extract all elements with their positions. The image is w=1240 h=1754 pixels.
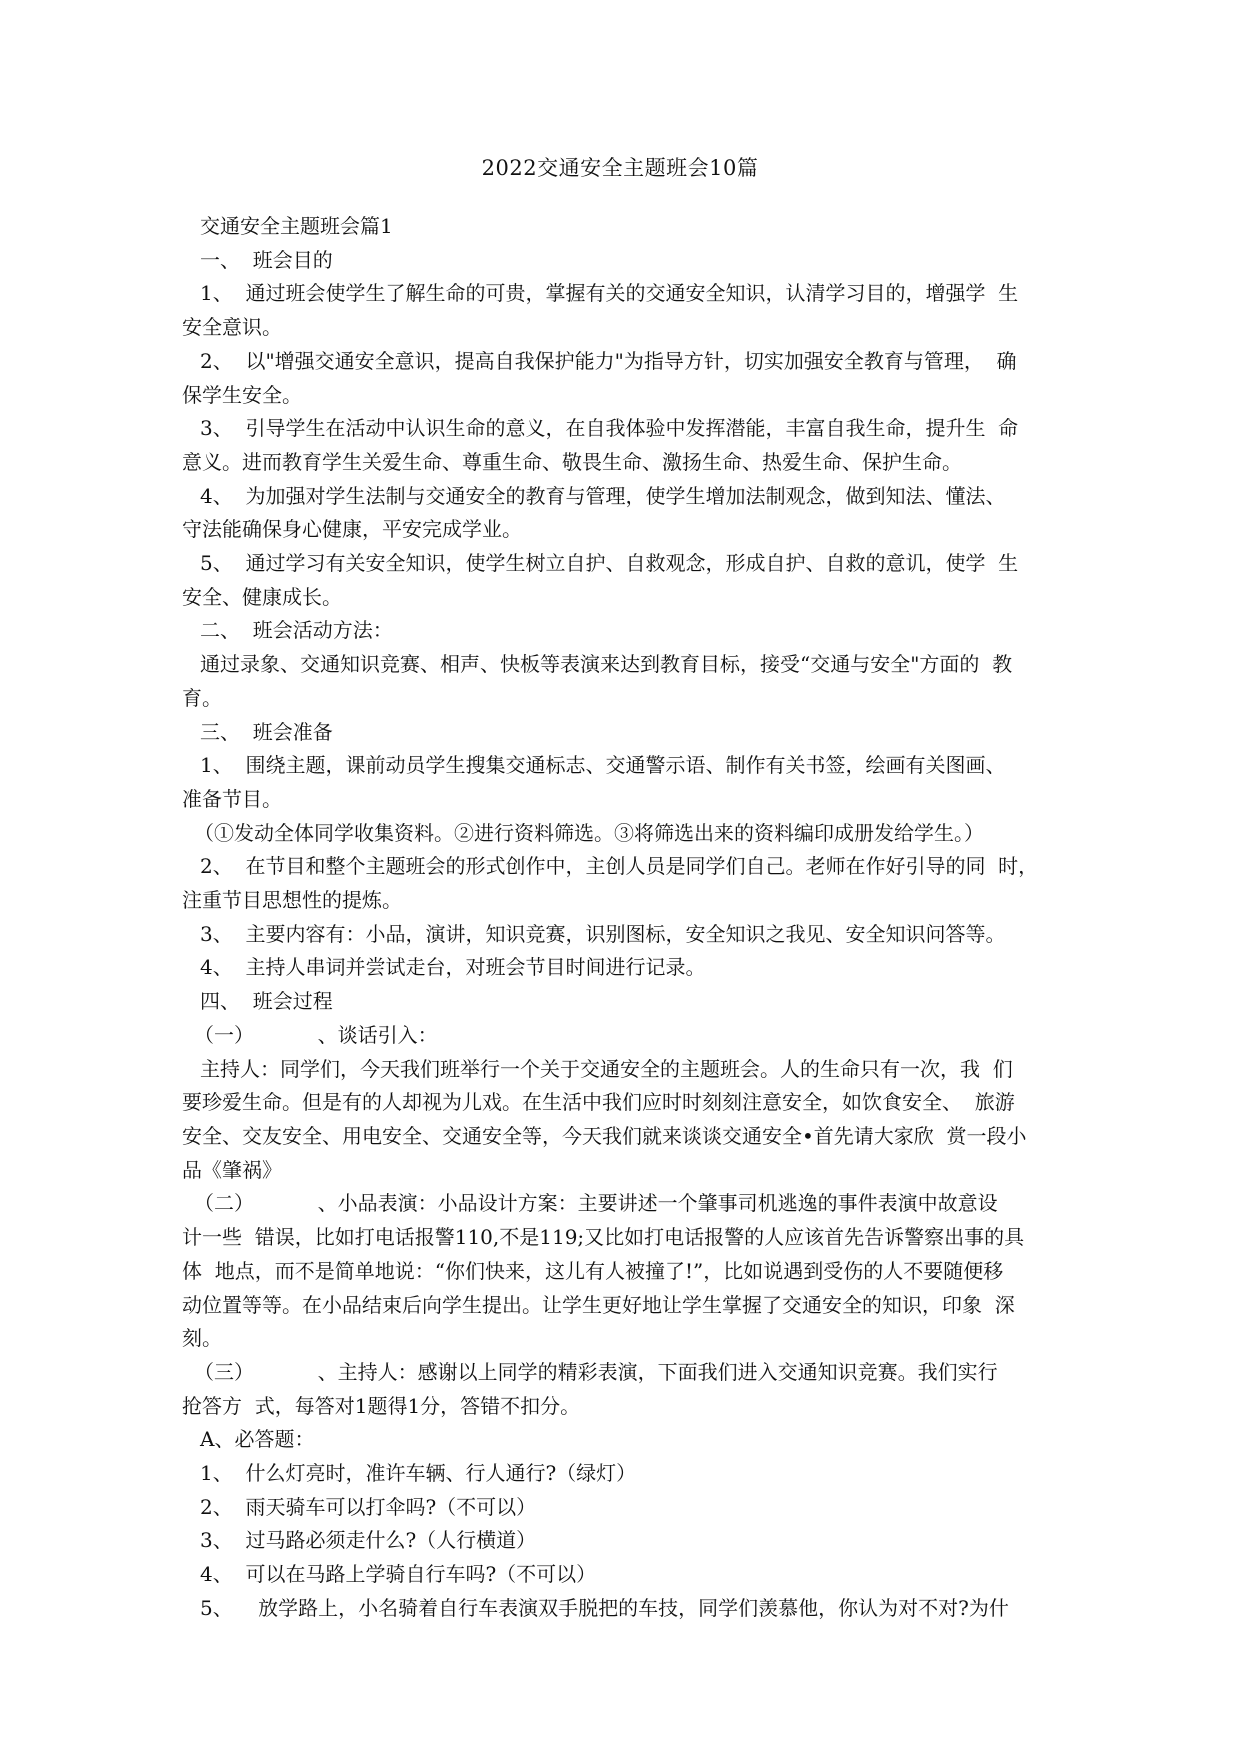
text-line: 4、 为加强对学生法制与交通安全的教育与管理，使学生增加法制观念，做到知法、懂法、 (200, 483, 1006, 508)
text-line: 通过录象、交通知识竞赛、相声、快板等表演来达到教育目标，接受“交通与安全"方面的 教 (200, 652, 1013, 677)
text-line: 3、 主要内容有：小品，演讲，知识竞赛，识别图标，安全知识之我见、安全知识问答等。 (200, 921, 1006, 946)
text-line: 4、 主持人串词并尝试走台，对班会节目时间进行记录。 (200, 955, 706, 980)
text-line: 安全、健康成长。 (182, 584, 342, 609)
page-title: 2022交通安全主题班会10篇 (481, 156, 759, 180)
document-body (182, 210, 1068, 1626)
text-line: 守法能确保身心健康，平安完成学业。 (182, 517, 522, 542)
text-line: （①发动全体同学收集资料。②进行资料筛选。③将筛选出来的资料编印成册发给学生。） (194, 820, 984, 845)
text-line: 刻。 (182, 1326, 222, 1351)
text-line: 1、 通过班会使学生了解生命的可贵，掌握有关的交通安全知识，认清学习目的，增强学 生 (200, 281, 1019, 306)
text-line: 注重节目思想性的提炼。 (182, 888, 402, 913)
text-line: 意义。进而教育学生关爱生命、尊重生命、敬畏生命、激扬生命、热爱生命、保护生命。 (182, 449, 962, 474)
text-line: 2、 在节目和整个主题班会的形式创作中，主创人员是同学们自己。老师在作好引导的同 时， (200, 854, 1039, 879)
text-line: 计一些 错误，比如打电话报警110,不是119;又比如打电话报警的人应该首先告诉警察出事的具 (182, 1225, 1025, 1250)
text-line: A、必答题： (200, 1427, 315, 1452)
text-line: 主持人：同学们，今天我们班举行一个关于交通安全的主题班会。人的生命只有一次，我 们 (200, 1056, 1013, 1081)
text-line: （一） 、谈话引入： (194, 1022, 438, 1047)
text-line: 安全意识。 (182, 315, 282, 340)
text-line: 5、 放学路上，小名骑着自行车表演双手脱把的车技，同学们羡慕他，你认为对不对?为什 (200, 1595, 1009, 1620)
text-line: 品《肇祸》 (182, 1157, 282, 1182)
text-line: 动位置等等。在小品结束后向学生提出。让学生更好地让学生掌握了交通安全的知识，印象 深 (182, 1292, 1015, 1317)
text-line: （二） 、小品表演：小品设计方案：主要讲述一个肇事司机逃逸的事件表演中故意设 (194, 1191, 998, 1216)
text-line: 5、 通过学习有关安全知识，使学生树立自护、自救观念，形成自护、自救的意讥，使学 生 (200, 551, 1019, 576)
text-line: 安全、交友安全、用电安全、交通安全等，今天我们就来谈谈交通安全•首先请大家欣 赏一段小 (182, 1123, 1027, 1148)
text-line: 2、 雨天骑车可以打伞吗?（不可以） (200, 1494, 537, 1519)
text-line: 准备节目。 (182, 786, 282, 811)
text-line: 4、 可以在马路上学骑自行车吗?（不可以） (200, 1562, 597, 1587)
text-line: （三） 、主持人：感谢以上同学的精彩表演，下面我们进入交通知识竞赛。我们实行 (194, 1359, 998, 1384)
text-line: 保学生安全。 (182, 382, 302, 407)
text-line: 四、 班会过程 (200, 989, 333, 1014)
text-line: 育。 (182, 685, 222, 710)
text-line: 三、 班会准备 (200, 719, 333, 744)
text-line: 3、 引导学生在活动中认识生命的意义，在自我体验中发挥潜能，丰富自我生命，提升生 命 (200, 416, 1019, 441)
text-line: 一、 班会目的 (200, 247, 333, 272)
text-line: 1、 围绕主题，课前动员学生搜集交通标志、交通警示语、制作有关书签，绘画有关图画、 (200, 753, 1006, 778)
text-line: 抢答方 式，每答对1题得1分，答错不扣分。 (182, 1393, 581, 1418)
text-line: 体 地点，而不是简单地说：“你们快来，这儿有人被撞了!”，比如说遇到受伤的人不要随便移 (182, 1258, 1004, 1283)
text-line: 二、 班会活动方法： (200, 618, 393, 643)
text-line: 1、 什么灯亮时，准许车辆、行人通行?（绿灯） (200, 1461, 637, 1486)
text-line: 交通安全主题班会篇1 (200, 214, 393, 238)
text-line: 2、 以"增强交通安全意识，提高自我保护能力"为指导方针，切实加强安全教育与管理， 确 (200, 348, 1017, 373)
text-line: 要珍爱生命。但是有的人却视为儿戏。在生活中我们应时时刻刻注意安全，如饮食安全、 旅游 (182, 1090, 1015, 1115)
text-line: 3、 过马路必须走什么?（人行横道） (200, 1528, 537, 1553)
